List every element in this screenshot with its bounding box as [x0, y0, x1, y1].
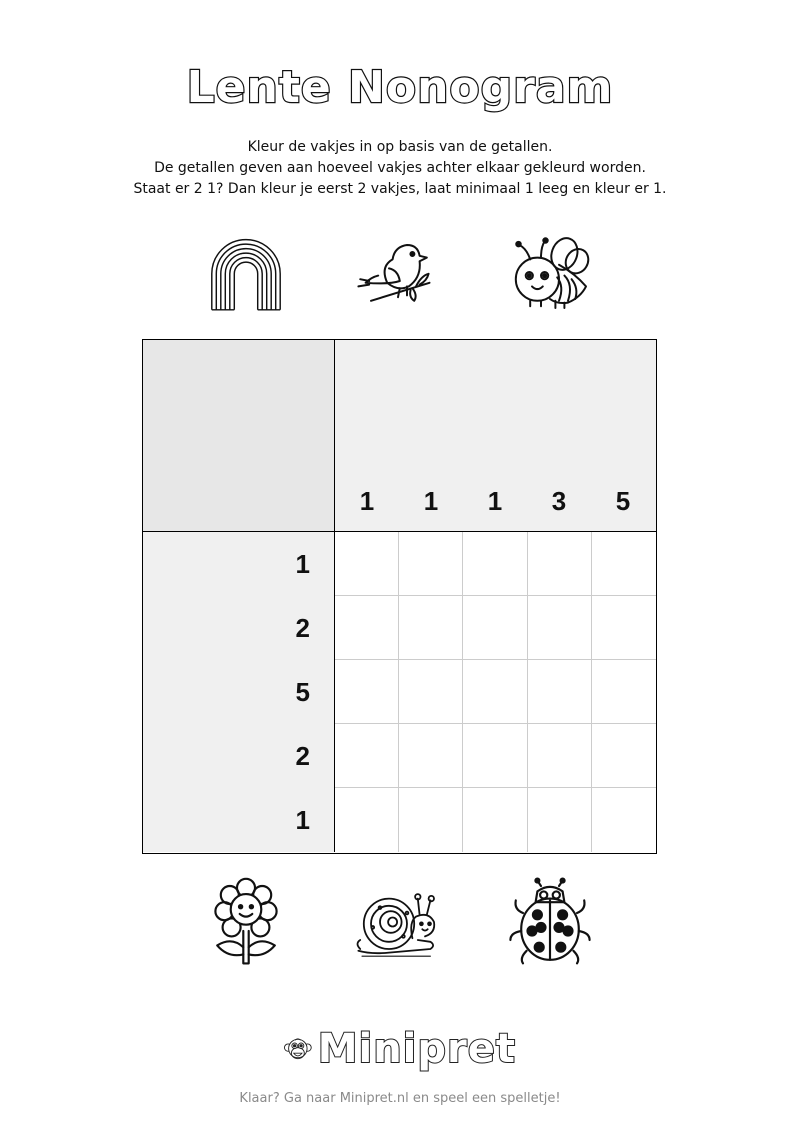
grid-cell[interactable] — [463, 596, 527, 660]
row-clue: 2 — [295, 613, 310, 643]
instruction-line: De getallen geven aan hoeveel vakjes achter elkaar gekleurd worden. — [154, 160, 646, 176]
grid-cell[interactable] — [335, 532, 399, 596]
instruction-line: Staat er 2 1? Dan kleur je eerst 2 vakjes, laat minimaal 1 leeg en kleur er 1. — [133, 181, 667, 197]
row-clue: 5 — [295, 677, 310, 707]
monkey-icon — [284, 1023, 312, 1075]
puzzle-grid — [335, 532, 656, 852]
instruction-line: Kleur de vakjes in op basis van de getallen. — [247, 139, 553, 155]
column-clues — [335, 340, 656, 532]
page-title: Lente Nonogram — [186, 62, 614, 113]
top-pictures — [0, 222, 800, 322]
row-clue: 1 — [295, 805, 310, 835]
minipret-logo[interactable] — [284, 1020, 516, 1078]
bee-icon — [500, 222, 600, 322]
row-clue: 2 — [295, 741, 310, 771]
instructions — [0, 137, 800, 200]
grid-cell[interactable] — [399, 532, 463, 596]
grid-cell[interactable] — [463, 532, 527, 596]
grid-cell[interactable] — [335, 724, 399, 788]
grid-cell[interactable] — [528, 724, 592, 788]
grid-cell[interactable] — [528, 596, 592, 660]
row-clues — [143, 532, 335, 852]
grid-cell[interactable] — [335, 596, 399, 660]
grid-cell[interactable] — [592, 532, 656, 596]
footer-text: Klaar? Ga naar Minipret.nl en speel een spelletje! — [239, 1091, 561, 1106]
grid-cell[interactable] — [528, 788, 592, 852]
column-clue: 5 — [615, 486, 631, 516]
column-clue: 1 — [423, 486, 439, 516]
grid-cell[interactable] — [528, 660, 592, 724]
ladybug-icon — [500, 872, 600, 972]
grid-cell[interactable] — [399, 660, 463, 724]
grid-cell[interactable] — [399, 596, 463, 660]
grid-cell[interactable] — [592, 724, 656, 788]
rainbow-icon — [196, 222, 296, 322]
grid-cell[interactable] — [463, 724, 527, 788]
logo-text: Minipret — [317, 1026, 516, 1072]
grid-cell[interactable] — [528, 532, 592, 596]
grid-cell[interactable] — [592, 660, 656, 724]
grid-cell[interactable] — [335, 788, 399, 852]
grid-cell[interactable] — [399, 724, 463, 788]
grid-cell[interactable] — [592, 596, 656, 660]
grid-cell[interactable] — [399, 788, 463, 852]
bottom-pictures — [0, 872, 800, 972]
snail-icon — [348, 872, 448, 972]
grid-cell[interactable] — [463, 660, 527, 724]
corner-cell — [143, 340, 335, 532]
nonogram-puzzle — [142, 339, 657, 854]
grid-cell[interactable] — [335, 660, 399, 724]
grid-cell[interactable] — [463, 788, 527, 852]
column-clue: 1 — [359, 486, 375, 516]
grid-cell[interactable] — [592, 788, 656, 852]
column-clue: 1 — [487, 486, 503, 516]
row-clue: 1 — [295, 549, 310, 579]
flower-icon — [196, 872, 296, 972]
bird-icon — [348, 222, 448, 322]
column-clue: 3 — [551, 486, 567, 516]
